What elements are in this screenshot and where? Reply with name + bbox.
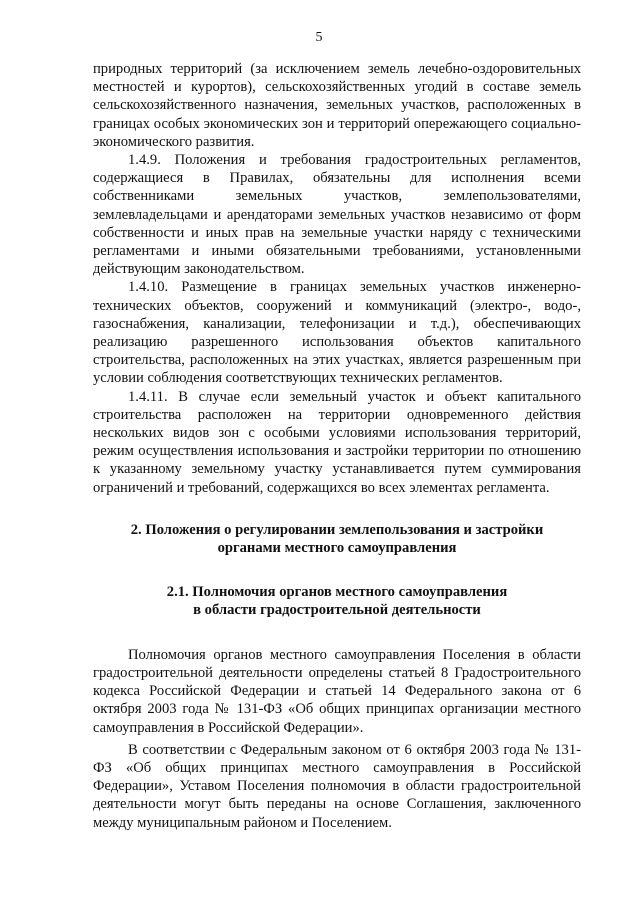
paragraph-transfer-of-powers: В соответствии с Федеральным законом от 6 октября 2003 года № 131-ФЗ «Об общих принципах местного самоуправления в Российской Федерации», Уставом Поселения полномочия в области градостроительной деятельности могут быть переданы на основе Соглашения, заключенного между муниципальным районом и Поселением. xyxy=(93,741,581,831)
section-2-1-heading-line-2: в области градостроительной деятельности xyxy=(193,602,481,619)
section-2-1-heading xyxy=(93,583,581,619)
section-2-heading-line-1: 2. Положения о регулировании землепользования и застройки xyxy=(130,521,544,538)
paragraph-1-4-11: 1.4.11. В случае если земельный участок и объект капитального строительства расположен на территории одновременного действия нескольких видов зон с особыми условиями использования территорий, режим осуществления использования и застройки территории по отношению к указанному земельному участку устанавливается путем суммирования ограничений и требований, содержащихся во всех элементах регламента. xyxy=(93,388,581,496)
paragraph-1-4-9: 1.4.9. Положения и требования градостроительных регламентов, содержащиеся в Правилах, обязательны для исполнения всеми собственниками земельных участков, землепользователями, землевладельцами и арендаторами земельных участков независимо от форм собственности и иных прав на земельные участки наряду с техническими регламентами и иными обязательными требованиями, установленными действующим законодательством. xyxy=(93,152,581,278)
page-number: 5 xyxy=(315,30,323,45)
paragraph-powers: Полномочия органов местного самоуправления Поселения в области градостроительной деятельности определены статьей 8 Градостроительного кодекса Российской Федерации и статьей 14 Федерального закона от 6 октября 2003 года № 131-ФЗ «Об общих принципах организации местного самоуправления в Российской Федерации». xyxy=(93,646,581,736)
page-content xyxy=(93,60,581,832)
paragraph-continuation: природных территорий (за исключением земель лечебно-оздоровительных местностей и курортов), сельскохозяйственных угодий в составе земель сельскохозяйственного назначения, земельных участков, расположенных в границах особых экономических зон и территорий опережающего социально-экономического развития. xyxy=(93,61,581,150)
paragraph-1-4-10: 1.4.10. Размещение в границах земельных участков инженерно-технических объектов, сооружений и коммуникаций (электро-, водо-, газоснабжения, канализации, телефонизации и т.д.), обеспечивающих реализацию разрешенного использования объектов капитального строительства, расположенных на этих участках, является разрешенным при условии соблюдения соответствующих технических регламентов. xyxy=(93,279,581,387)
section-2-heading xyxy=(93,521,581,557)
section-2-heading-line-2: органами местного самоуправления xyxy=(217,540,457,557)
section-2-1-heading-line-1: 2.1. Полномочия органов местного самоуправления xyxy=(166,584,508,601)
